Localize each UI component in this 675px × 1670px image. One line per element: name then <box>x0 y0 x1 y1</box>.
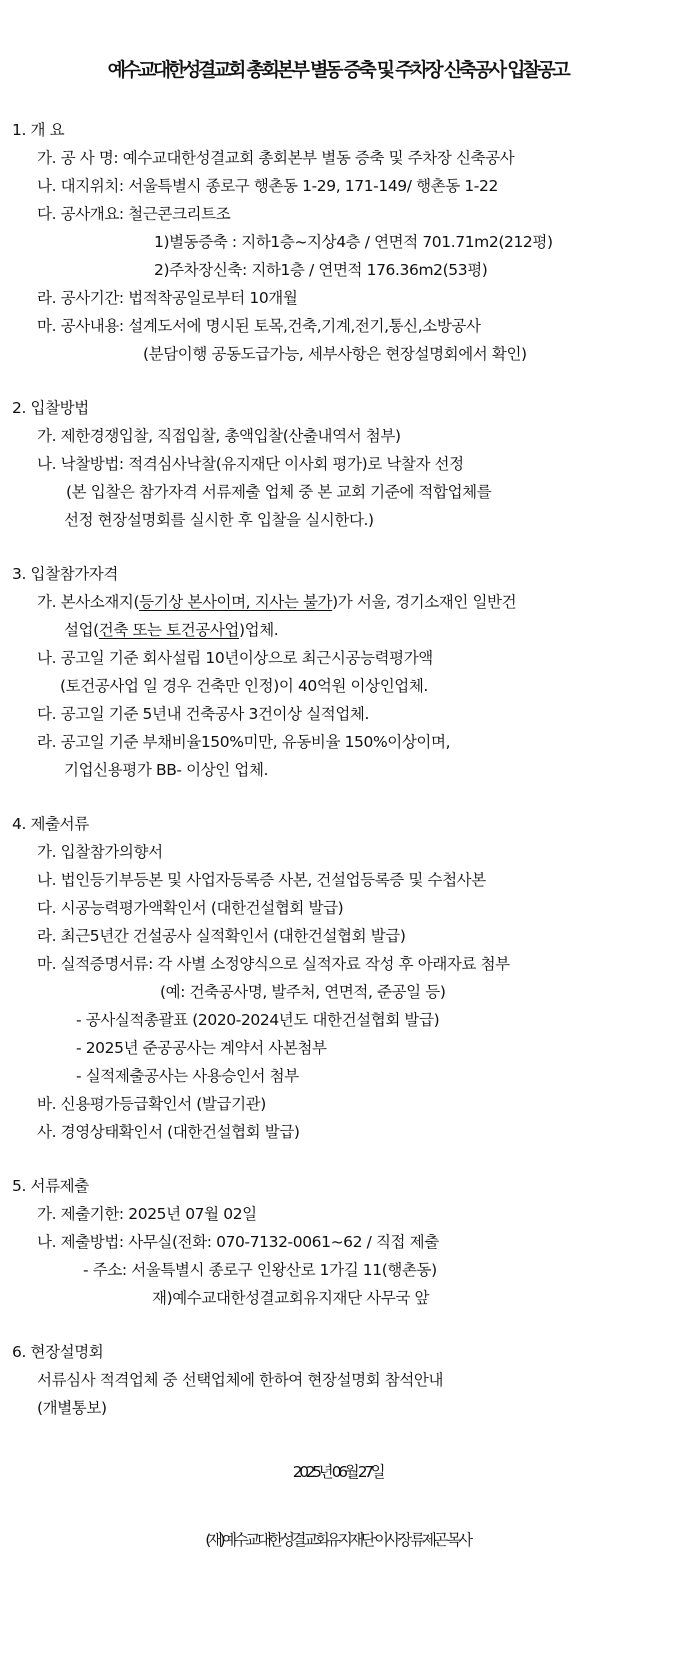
s4-doc-proof-item-3: - 실적제출공사는 사용승인서 첨부 <box>76 1067 299 1085</box>
s1-period: 라. 공사기간: 법적착공일로부터 10개월 <box>37 289 298 307</box>
s1-site-location: 나. 대지위치: 서울특별시 종로구 행촌동 1-29, 171-149/ 행촌동 1-22 <box>37 177 498 195</box>
s1-scope-note: (분담이행 공동도급가능, 세부사항은 현장설명회에서 확인) <box>143 345 527 363</box>
s1-project-name: 가. 공 사 명: 예수교대한성결교회 총회본부 별동 증축 및 주차장 신축공사 <box>37 149 515 167</box>
section-5-heading: 5. 서류제출 <box>12 1177 89 1195</box>
s4-doc-performance: 라. 최근5년간 건설공사 실적확인서 (대한건설협회 발급) <box>37 927 406 945</box>
notice-date: 2025년 06월 27일 <box>292 1463 383 1481</box>
section-1-heading: 1. 개 요 <box>12 121 65 139</box>
signature-line: (재)예수교대한성결교회유지재단 이사장 류제곤 목사 <box>205 1531 470 1549</box>
section-2-heading: 2. 입찰방법 <box>12 399 89 417</box>
s3-financial-requirement: 라. 공고일 기준 부채비율150%미만, 유동비율 150%이상이며, <box>37 733 451 751</box>
s5-method: 나. 제출방법: 사무실(전화: 070-7132-0061~62 / 직접 제출 <box>37 1233 439 1251</box>
notice-title: 예수교대한성결교회 총회본부 별동 증축 및 주차장 신축공사 입찰공고 <box>107 59 568 81</box>
s2-award-method: 나. 낙찰방법: 적격심사낙찰(유지재단 이사회 평가)로 낙찰자 선정 <box>37 455 464 473</box>
s4-doc-capacity: 다. 시공능력평가액확인서 (대한건설협회 발급) <box>37 899 344 917</box>
s3-performance-requirement: 다. 공고일 기준 5년내 건축공사 3건이상 실적업체. <box>37 705 370 723</box>
s4-doc-proof-example: (예: 건축공사명, 발주처, 연면적, 준공일 등) <box>160 983 446 1001</box>
s3-license-requirement: 설업(건축 또는 토건공사업)업체. <box>64 621 279 639</box>
s4-doc-management: 사. 경영상태확인서 (대한건설협회 발급) <box>37 1123 300 1141</box>
s6-briefing-note: 서류심사 적격업체 중 선택업체에 한하여 현장설명회 참석안내 <box>37 1371 444 1389</box>
s2-award-note-1: (본 입찰은 참가자격 서류제출 업체 중 본 교회 기준에 적합업체를 <box>66 483 492 501</box>
s3-location-requirement: 가. 본사소재지(등기상 본사이며, 지사는 불가)가 서울, 경기소재인 일반건 <box>37 593 517 611</box>
s5-deadline: 가. 제출기한: 2025년 07월 02일 <box>37 1205 257 1223</box>
s3-capacity-requirement: (토건공사업 일 경우 건축만 인정)이 40억원 이상인업체. <box>60 677 428 695</box>
s2-award-note-2: 선정 현장설명회를 실시한 후 입찰을 실시한다.) <box>64 511 374 529</box>
s5-recipient: 재)예수교대한성결교회유지재단 사무국 앞 <box>152 1289 430 1307</box>
s5-address: - 주소: 서울특별시 종로구 인왕산로 1가길 11(행촌동) <box>83 1261 437 1279</box>
s2-bid-type: 가. 제한경쟁입찰, 직접입찰, 총액입찰(산출내역서 첨부) <box>37 427 401 445</box>
s4-doc-proof-item-1: - 공사실적총괄표 (2020-2024년도 대한건설협회 발급) <box>76 1011 440 1029</box>
s4-doc-registration: 나. 법인등기부등본 및 사업자등록증 사본, 건설업등록증 및 수첩사본 <box>37 871 486 889</box>
s1-overview: 다. 공사개요: 철근콘크리트조 <box>37 205 231 223</box>
section-3-heading: 3. 입찰참가자격 <box>12 565 118 583</box>
s1-overview-annex: 1)별동증축 : 지하1층~지상4층 / 연면적 701.71m2(212평) <box>154 233 553 251</box>
s1-scope: 마. 공사내용: 설계도서에 명시된 토목,건축,기계,전기,통신,소방공사 <box>37 317 481 335</box>
s4-doc-proof: 마. 실적증명서류: 각 사별 소정양식으로 실적자료 작성 후 아래자료 첨부 <box>37 955 510 973</box>
section-6-heading: 6. 현장설명회 <box>12 1343 104 1361</box>
s4-doc-credit: 바. 신용평가등급확인서 (발급기관) <box>37 1095 266 1113</box>
s1-overview-parking: 2)주차장신축: 지하1층 / 연면적 176.36m2(53평) <box>154 261 488 279</box>
s6-individual-notice: (개별통보) <box>37 1399 107 1417</box>
s3-establishment-requirement: 나. 공고일 기준 회사설립 10년이상으로 최근시공능력평가액 <box>37 649 433 667</box>
s3-credit-requirement: 기업신용평가 BB- 이상인 업체. <box>64 761 269 779</box>
s4-doc-proof-item-2: - 2025년 준공공사는 계약서 사본첨부 <box>76 1039 327 1057</box>
s4-doc-intent: 가. 입찰참가의향서 <box>37 843 163 861</box>
section-4-heading: 4. 제출서류 <box>12 815 89 833</box>
